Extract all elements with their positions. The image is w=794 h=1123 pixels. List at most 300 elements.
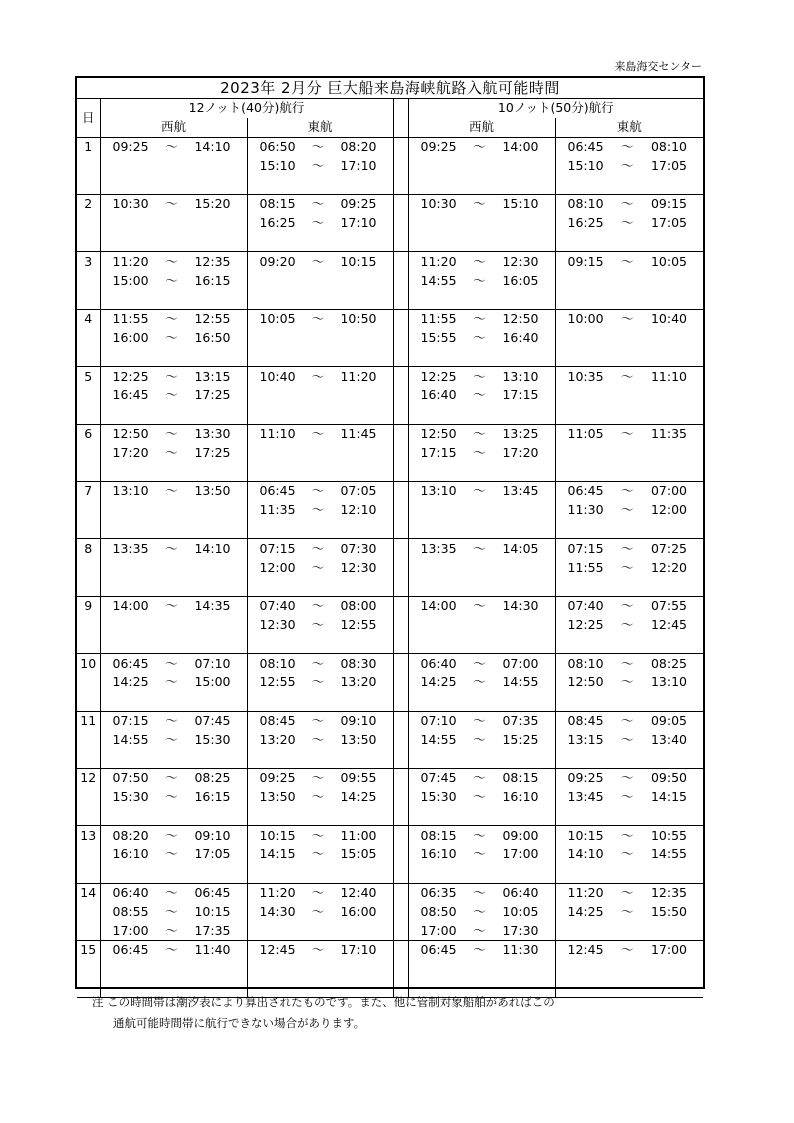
range-separator: ～	[473, 674, 486, 690]
start-time: 12:25	[112, 368, 149, 384]
time-range	[248, 368, 393, 386]
start-time: 12:50	[420, 425, 457, 441]
westbound-12kt-cell	[100, 654, 247, 673]
westbound-12kt-cell	[100, 156, 247, 175]
empty-cell	[77, 405, 100, 424]
empty-cell	[555, 405, 703, 424]
westbound-12kt-cell	[100, 501, 247, 520]
end-time: 17:30	[502, 922, 539, 938]
range-separator: ～	[621, 655, 634, 671]
start-time: 06:45	[567, 483, 604, 499]
eastbound-10kt-cell	[555, 137, 703, 156]
end-time: 17:25	[194, 387, 231, 403]
range-separator: ～	[311, 138, 325, 154]
column-gap	[393, 673, 408, 692]
end-time: 12:45	[650, 616, 688, 632]
eastbound-10kt-cell	[555, 194, 703, 213]
start-time: 08:10	[259, 655, 296, 671]
time-range	[409, 712, 555, 730]
range-separator: ～	[621, 540, 634, 556]
time-range	[556, 195, 704, 213]
range-separator: ～	[473, 770, 486, 786]
eastbound-12kt-cell	[247, 902, 393, 921]
eastbound-10kt-cell	[555, 845, 703, 864]
end-time: 14:10	[194, 138, 231, 154]
time-range	[101, 444, 247, 462]
schedule-row	[77, 309, 703, 328]
empty-cell	[408, 864, 555, 883]
end-time: 07:25	[650, 540, 688, 556]
empty-cell	[77, 806, 100, 825]
eastbound-10kt-cell	[555, 711, 703, 730]
start-time: 12:45	[567, 942, 604, 958]
range-separator: ～	[165, 253, 178, 269]
start-time: 17:00	[420, 922, 457, 938]
start-time: 08:10	[567, 196, 604, 212]
day-number	[77, 501, 100, 520]
eastbound-12kt-cell	[247, 424, 393, 443]
range-separator: ～	[165, 329, 178, 345]
eastbound-10kt-cell	[555, 424, 703, 443]
column-gap	[393, 921, 408, 940]
end-time: 07:10	[194, 655, 231, 671]
start-time: 16:10	[420, 846, 457, 862]
westbound-12kt-cell	[100, 481, 247, 500]
range-separator: ～	[473, 425, 486, 441]
range-separator: ～	[165, 903, 178, 919]
range-separator: ～	[473, 311, 486, 327]
start-time: 07:15	[259, 540, 296, 556]
end-time: 17:10	[340, 942, 377, 958]
westbound-10kt-cell	[408, 902, 555, 921]
empty-cell	[100, 405, 247, 424]
end-time: 10:05	[650, 253, 688, 269]
eastbound-12kt-cell	[247, 386, 393, 405]
column-gap	[393, 960, 408, 979]
start-time: 14:25	[112, 674, 149, 690]
schedule-row	[77, 558, 703, 577]
empty-cell	[100, 290, 247, 309]
time-range	[556, 845, 704, 863]
end-time: 16:50	[194, 329, 231, 345]
end-time: 17:00	[502, 846, 539, 862]
start-time: 12:50	[112, 425, 149, 441]
schedule-row	[77, 730, 703, 749]
westbound-12kt-cell	[100, 845, 247, 864]
time-range	[409, 673, 555, 691]
start-time: 08:45	[259, 712, 296, 728]
time-range	[248, 788, 393, 806]
time-range	[248, 597, 393, 615]
westbound-12kt-cell	[100, 443, 247, 462]
eastbound-12kt-cell	[247, 539, 393, 558]
eastbound-10kt-cell	[555, 539, 703, 558]
end-time: 12:00	[650, 502, 688, 518]
range-separator: ～	[621, 559, 634, 575]
westbound-12kt-cell	[100, 960, 247, 979]
empty-cell	[408, 462, 555, 481]
eastbound-12kt-cell	[247, 941, 393, 960]
eastbound-header-10kt: 東航	[555, 118, 703, 137]
empty-cell	[555, 864, 703, 883]
eastbound-12kt-cell	[247, 768, 393, 787]
eastbound-12kt-cell	[247, 156, 393, 175]
end-time: 13:15	[194, 368, 231, 384]
range-separator: ～	[311, 311, 325, 327]
empty-cell	[247, 462, 393, 481]
time-range	[556, 884, 704, 902]
day-number: 5	[84, 368, 93, 384]
range-separator: ～	[473, 827, 486, 843]
start-time: 10:35	[567, 368, 604, 384]
range-separator: ～	[165, 540, 178, 556]
end-time: 10:55	[650, 827, 688, 843]
schedule-row	[77, 941, 703, 960]
empty-cell	[408, 806, 555, 825]
time-range	[248, 157, 393, 175]
time-range	[556, 827, 704, 845]
end-time: 15:05	[340, 846, 377, 862]
eastbound-12kt-cell	[247, 826, 393, 845]
end-time: 09:10	[340, 712, 377, 728]
start-time: 14:55	[112, 731, 149, 747]
end-time: 11:35	[650, 425, 688, 441]
empty-cell	[247, 233, 393, 252]
westbound-10kt-cell	[408, 883, 555, 902]
eastbound-10kt-cell	[555, 156, 703, 175]
end-time: 15:50	[650, 903, 688, 919]
westbound-12kt-cell	[100, 386, 247, 405]
time-range	[556, 482, 704, 500]
end-time: 16:15	[194, 272, 231, 288]
end-time: 07:05	[340, 483, 377, 499]
range-separator: ～	[165, 674, 178, 690]
westbound-12kt-cell	[100, 367, 247, 386]
westbound-10kt-cell	[408, 596, 555, 615]
westbound-12kt-cell	[100, 329, 247, 348]
empty-cell	[408, 175, 555, 194]
time-range	[248, 827, 393, 845]
range-separator: ～	[165, 846, 178, 862]
empty-cell	[393, 577, 408, 596]
column-gap	[393, 941, 408, 960]
time-range	[248, 903, 393, 921]
column-gap	[393, 156, 408, 175]
range-separator: ～	[165, 655, 178, 671]
empty-cell	[247, 175, 393, 194]
schedule-row	[77, 194, 703, 213]
empty-cell	[100, 347, 247, 366]
time-range	[101, 138, 247, 156]
empty-cell	[100, 233, 247, 252]
empty-cell	[100, 175, 247, 194]
start-time: 07:15	[567, 540, 604, 556]
schedule-row	[77, 902, 703, 921]
range-separator: ～	[473, 655, 486, 671]
end-time: 16:10	[502, 789, 539, 805]
empty-cell	[393, 806, 408, 825]
end-time: 08:10	[650, 138, 688, 154]
range-separator: ～	[473, 598, 486, 614]
day-number: 15	[80, 942, 97, 958]
time-range	[101, 827, 247, 845]
start-time: 06:45	[112, 655, 149, 671]
empty-cell	[555, 175, 703, 194]
time-range	[556, 310, 704, 328]
eastbound-10kt-cell	[555, 386, 703, 405]
time-range	[101, 673, 247, 691]
start-time: 16:25	[567, 215, 604, 231]
time-range	[101, 597, 247, 615]
westbound-header-12kt: 西航	[100, 118, 247, 137]
eastbound-10kt-cell	[555, 826, 703, 845]
time-range	[101, 903, 247, 921]
empty-cell	[100, 520, 247, 539]
start-time: 07:45	[420, 770, 457, 786]
time-range	[101, 253, 247, 271]
column-gap	[393, 788, 408, 807]
column-gap	[393, 826, 408, 845]
empty-cell	[555, 520, 703, 539]
time-range	[248, 769, 393, 787]
empty-cell	[393, 175, 408, 194]
time-range	[556, 731, 704, 749]
westbound-10kt-cell	[408, 214, 555, 233]
eastbound-10kt-cell	[555, 788, 703, 807]
time-range	[409, 903, 555, 921]
column-gap	[393, 214, 408, 233]
range-separator: ～	[165, 138, 178, 154]
range-separator: ～	[473, 444, 486, 460]
end-time: 08:15	[502, 770, 539, 786]
column-gap	[393, 367, 408, 386]
start-time: 08:20	[112, 827, 149, 843]
range-separator: ～	[473, 540, 486, 556]
start-time: 07:10	[420, 712, 457, 728]
empty-cell	[393, 692, 408, 711]
westbound-12kt-cell	[100, 883, 247, 902]
column-gap	[393, 768, 408, 787]
empty-cell	[393, 290, 408, 309]
speed-10kt-header: 10ノット(50分)航行	[408, 99, 703, 118]
empty-cell	[393, 347, 408, 366]
range-separator: ～	[621, 425, 634, 441]
day-number: 3	[84, 253, 93, 269]
empty-cell	[100, 806, 247, 825]
westbound-10kt-cell	[408, 539, 555, 558]
start-time: 14:25	[567, 903, 604, 919]
end-time: 13:30	[194, 425, 231, 441]
eastbound-12kt-cell	[247, 788, 393, 807]
day-number	[77, 616, 100, 635]
westbound-12kt-cell	[100, 271, 247, 290]
start-time: 06:45	[112, 942, 149, 958]
empty-cell	[393, 634, 408, 653]
empty-cell	[77, 634, 100, 653]
westbound-12kt-cell	[100, 194, 247, 213]
range-separator: ～	[165, 196, 178, 212]
time-range	[248, 655, 393, 673]
column-gap	[393, 99, 408, 137]
range-separator: ～	[621, 368, 634, 384]
column-gap	[393, 137, 408, 156]
eastbound-10kt-cell	[555, 367, 703, 386]
end-time: 07:55	[650, 598, 688, 614]
end-time: 11:45	[340, 425, 377, 441]
schedule-body	[77, 137, 703, 998]
spacer-row	[77, 577, 703, 596]
empty-cell	[408, 634, 555, 653]
time-range	[409, 655, 555, 673]
westbound-10kt-cell	[408, 329, 555, 348]
westbound-12kt-cell	[100, 730, 247, 749]
column-gap	[393, 711, 408, 730]
eastbound-10kt-cell	[555, 941, 703, 960]
range-separator: ～	[311, 598, 325, 614]
range-separator: ～	[165, 444, 178, 460]
time-range	[101, 540, 247, 558]
westbound-12kt-cell	[100, 788, 247, 807]
range-separator: ～	[621, 616, 634, 632]
eastbound-12kt-cell	[247, 252, 393, 271]
eastbound-10kt-cell	[555, 309, 703, 328]
eastbound-12kt-cell	[247, 558, 393, 577]
start-time: 08:55	[112, 903, 149, 919]
end-time: 13:50	[194, 483, 231, 499]
end-time: 12:35	[650, 885, 688, 901]
end-time: 09:05	[650, 712, 688, 728]
start-time: 09:25	[420, 138, 457, 154]
end-time: 17:05	[650, 157, 688, 173]
time-range	[101, 941, 247, 959]
eastbound-10kt-cell	[555, 443, 703, 462]
end-time: 10:50	[340, 311, 377, 327]
schedule-row	[77, 596, 703, 615]
start-time: 13:10	[112, 483, 149, 499]
start-time: 11:30	[567, 502, 604, 518]
range-separator: ～	[621, 138, 634, 154]
day-column-header: 日	[77, 99, 100, 137]
range-separator: ～	[311, 215, 325, 231]
time-range	[556, 903, 704, 921]
start-time: 12:25	[420, 368, 457, 384]
range-separator: ～	[621, 712, 634, 728]
time-range	[248, 214, 393, 232]
day-number	[77, 730, 100, 749]
eastbound-12kt-cell	[247, 309, 393, 328]
end-time: 08:30	[340, 655, 377, 671]
schedule-row	[77, 711, 703, 730]
start-time: 17:15	[420, 444, 457, 460]
time-range	[101, 788, 247, 806]
time-range	[409, 368, 555, 386]
start-time: 15:10	[259, 157, 296, 173]
start-time: 11:20	[420, 253, 457, 269]
end-time: 13:10	[502, 368, 539, 384]
start-time: 10:15	[567, 827, 604, 843]
day-number	[77, 386, 100, 405]
time-range	[248, 425, 393, 443]
range-separator: ～	[165, 425, 178, 441]
range-separator: ～	[311, 502, 325, 518]
eastbound-10kt-cell	[555, 902, 703, 921]
end-time: 12:50	[502, 311, 539, 327]
spacer-row	[77, 692, 703, 711]
end-time: 12:35	[194, 253, 231, 269]
eastbound-12kt-cell	[247, 329, 393, 348]
column-gap	[393, 883, 408, 902]
westbound-10kt-cell	[408, 941, 555, 960]
start-time: 16:40	[420, 387, 457, 403]
end-time: 07:00	[502, 655, 539, 671]
day-number: 7	[84, 483, 93, 499]
westbound-12kt-cell	[100, 941, 247, 960]
start-time: 11:05	[567, 425, 604, 441]
column-gap	[393, 481, 408, 500]
time-range	[101, 310, 247, 328]
range-separator: ～	[621, 942, 634, 958]
westbound-12kt-cell	[100, 137, 247, 156]
time-range	[248, 482, 393, 500]
end-time: 14:35	[194, 598, 231, 614]
schedule-row	[77, 156, 703, 175]
end-time: 14:15	[650, 789, 688, 805]
end-time: 17:10	[340, 157, 377, 173]
eastbound-10kt-cell	[555, 979, 703, 998]
day-number	[77, 443, 100, 462]
eastbound-12kt-cell	[247, 271, 393, 290]
day-number	[77, 214, 100, 233]
column-gap	[393, 386, 408, 405]
empty-cell	[247, 290, 393, 309]
time-range	[556, 157, 704, 175]
end-time: 14:00	[502, 138, 539, 154]
eastbound-10kt-cell	[555, 214, 703, 233]
empty-cell	[77, 175, 100, 194]
start-time: 14:00	[112, 598, 149, 614]
day-number: 12	[80, 770, 97, 786]
spacer-row	[77, 175, 703, 194]
time-range	[409, 272, 555, 290]
westbound-10kt-cell	[408, 481, 555, 500]
empty-cell	[100, 577, 247, 596]
end-time: 14:10	[194, 540, 231, 556]
start-time: 13:35	[420, 540, 457, 556]
empty-cell	[247, 864, 393, 883]
column-gap	[393, 424, 408, 443]
westbound-12kt-cell	[100, 214, 247, 233]
range-separator: ～	[311, 368, 325, 384]
start-time: 13:20	[259, 731, 296, 747]
day-number: 2	[84, 196, 93, 212]
time-range	[248, 941, 393, 959]
time-range	[101, 922, 247, 940]
empty-cell	[77, 290, 100, 309]
eastbound-10kt-cell	[555, 481, 703, 500]
range-separator: ～	[311, 731, 325, 747]
empty-cell	[408, 749, 555, 768]
eastbound-10kt-cell	[555, 883, 703, 902]
eastbound-12kt-cell	[247, 960, 393, 979]
westbound-10kt-cell	[408, 137, 555, 156]
time-range	[101, 655, 247, 673]
empty-cell	[555, 806, 703, 825]
time-range	[101, 329, 247, 347]
day-number: 10	[80, 655, 97, 671]
spacer-row	[77, 634, 703, 653]
empty-cell	[555, 577, 703, 596]
empty-cell	[408, 692, 555, 711]
